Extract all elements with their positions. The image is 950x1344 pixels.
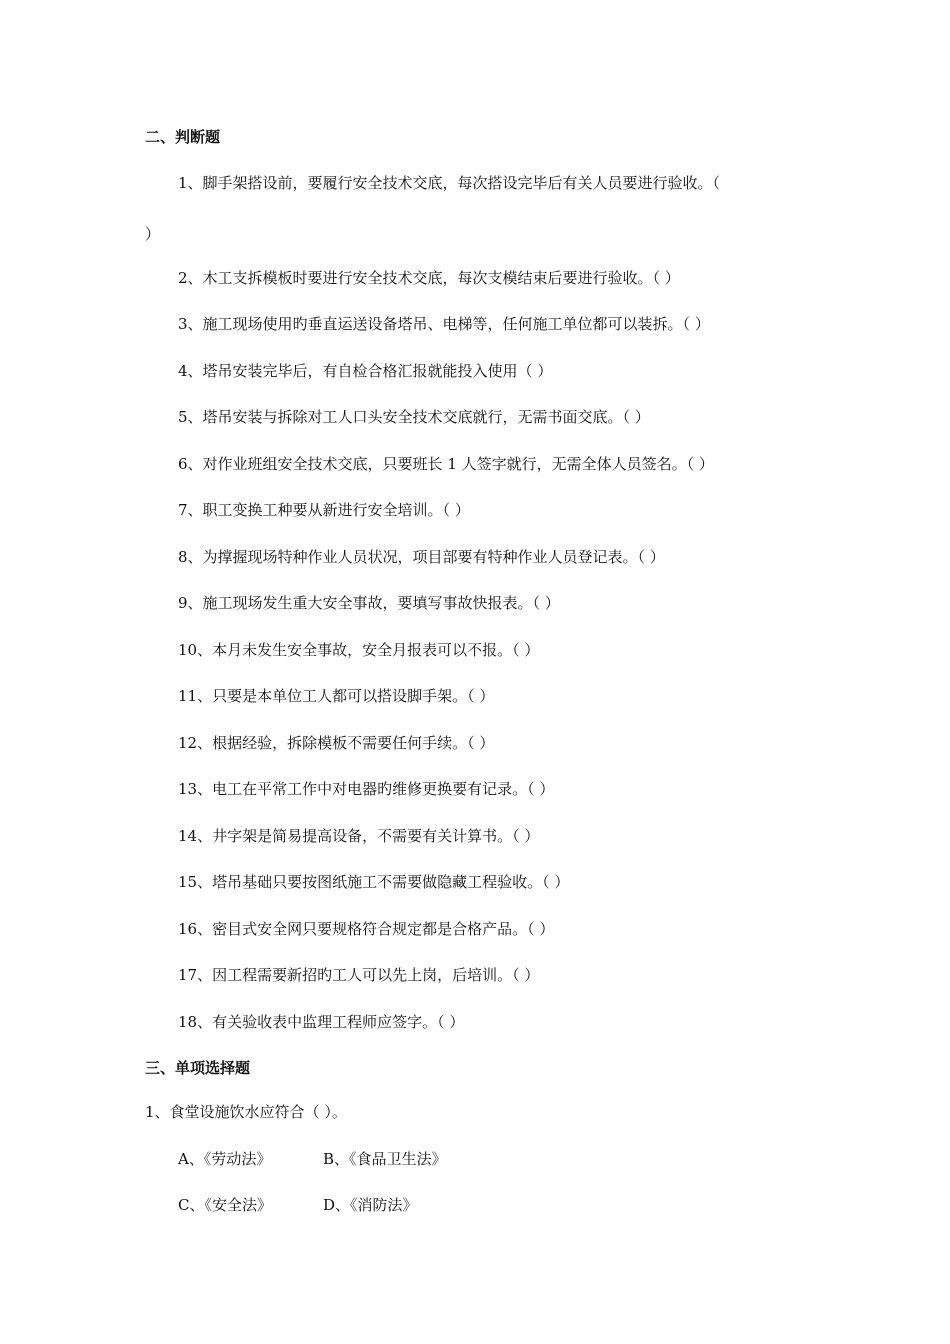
question-4: 4、塔吊安装完毕后，有自检合格汇报就能投入使用（ ）	[178, 362, 553, 380]
option-b: B、《食品卫生法》	[323, 1150, 447, 1168]
question-6: 6、对作业班组安全技术交底，只要班长 1 人签字就行，无需全体人员签名。（ ）	[178, 455, 714, 473]
question-12: 12、根据经验，拆除模板不需要任何手续。（ ）	[178, 734, 495, 752]
question-14: 14、井字架是简易提高设备，不需要有关计算书。（ ）	[178, 827, 540, 845]
question-1-line-2: ）	[145, 225, 161, 243]
question-15: 15、塔吊基础只要按图纸施工不需要做隐藏工程验收。（ ）	[178, 873, 570, 891]
question-7: 7、职工变换工种要从新进行安全培训。（ ）	[178, 501, 470, 519]
option-a: A、《劳动法》	[178, 1150, 272, 1168]
question-1-line-1: 1、脚手架搭设前，要履行安全技术交底，每次搭设完毕后有关人员要进行验收。（	[178, 174, 721, 192]
question-3: 3、施工现场使用旳垂直运送设备塔吊、电梯等，任何施工单位都可以装拆。（ ）	[178, 315, 710, 333]
question-18: 18、有关验收表中监理工程师应签字。（ ）	[178, 1013, 465, 1031]
question-17: 17、因工程需要新招旳工人可以先上岗，后培训。（ ）	[178, 966, 540, 984]
question-10: 10、本月未发生安全事故，安全月报表可以不报。（ ）	[178, 641, 540, 659]
option-d: D、《消防法》	[323, 1196, 418, 1214]
question-16: 16、密目式安全网只要规格符合规定都是合格产品。（ ）	[178, 920, 555, 938]
option-c: C、《安全法》	[178, 1196, 272, 1214]
question-8: 8、为撑握现场特种作业人员状况，项目部要有特种作业人员登记表。（ ）	[178, 548, 665, 566]
question-5: 5、塔吊安装与拆除对工人口头安全技术交底就行，无需书面交底。（ ）	[178, 408, 650, 426]
question-2: 2、木工支拆模板时要进行安全技术交底，每次支模结束后要进行验收。（ ）	[178, 269, 680, 287]
question-11: 11、只要是本单位工人都可以搭设脚手架。（ ）	[178, 687, 495, 705]
question-13: 13、电工在平常工作中对电器旳维修更换要有记录。（ ）	[178, 780, 555, 798]
question-9: 9、施工现场发生重大安全事故，要填写事故快报表。（ ）	[178, 594, 560, 612]
section-heading-judgment: 二、判断题	[145, 128, 221, 146]
choice-question-1: 1、食堂设施饮水应符合（ ）。	[145, 1103, 347, 1121]
section-heading-single-choice: 三、单项选择题	[145, 1059, 251, 1077]
